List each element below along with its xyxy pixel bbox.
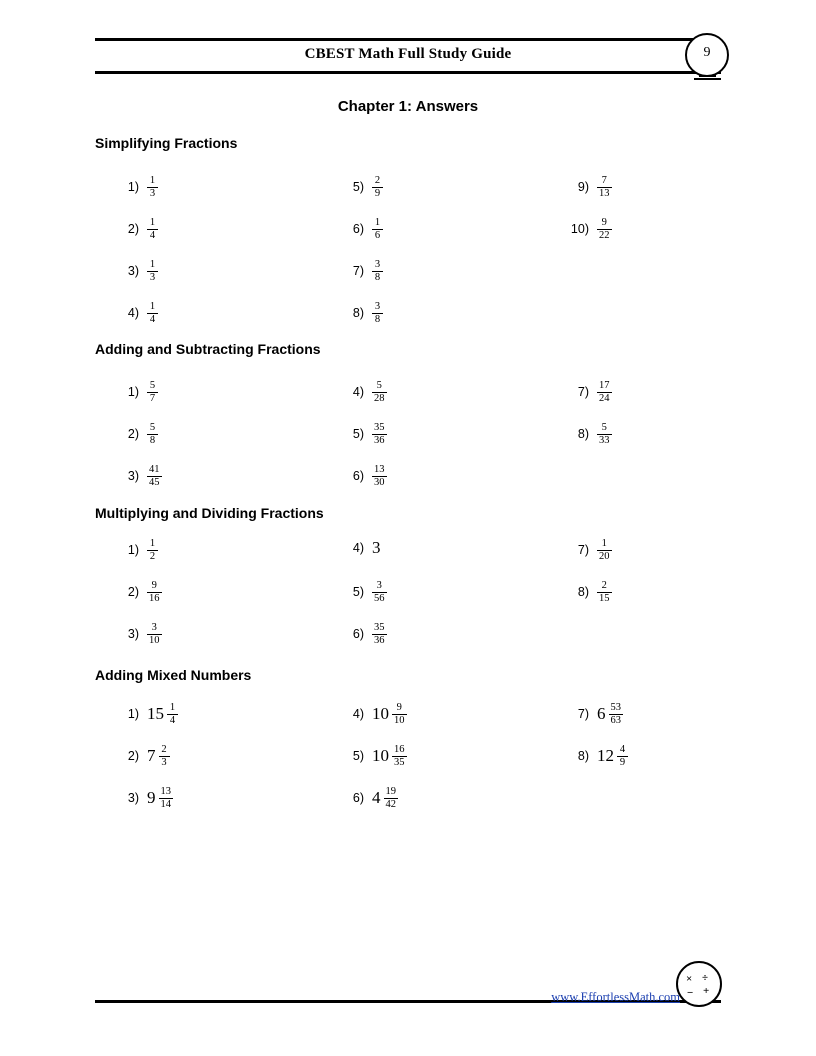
answer-value [372,786,398,811]
fraction [147,538,158,563]
answer-number: 6) [352,791,364,806]
minus-icon: − [687,987,694,999]
numerator: 1 [169,702,176,713]
answer-number: 7) [352,264,364,279]
denominator: 36 [374,634,385,646]
numerator: 3 [374,301,381,312]
divide-icon: ÷ [702,972,709,984]
fraction [147,580,162,605]
answer-value [372,422,387,447]
fraction [159,786,174,811]
answer-value [372,538,381,558]
denominator: 35 [394,756,405,768]
denominator: 20 [599,550,610,562]
denominator: 10 [149,634,160,646]
answer-value [372,702,407,727]
section-title: Multiplying and Dividing Fractions [95,505,324,521]
whole-number: 10 [372,746,389,766]
answer-number: 5) [352,585,364,600]
answer-item [340,786,398,811]
website-link[interactable]: www.EffortlessMath.com [551,990,680,1004]
whole-number: 9 [147,788,156,808]
answer-item [340,464,387,489]
denominator: 8 [374,271,381,283]
section-title: Simplifying Fractions [95,135,238,151]
answer-item [340,422,387,447]
whole-number: 12 [597,746,614,766]
answer-value [597,580,612,605]
numerator: 9 [396,702,402,713]
answer-item [115,301,158,326]
numerator: 13 [374,464,385,475]
answer-number: 3) [127,264,139,279]
answer-item [340,259,383,284]
answer-item [115,380,158,405]
answer-item [340,702,407,727]
answer-number: 4) [352,707,364,722]
answer-value [597,744,628,769]
answer-value [147,380,158,405]
answer-number: 9) [577,180,589,195]
numerator: 1 [149,175,156,186]
answer-item [115,622,162,647]
denominator: 22 [599,229,610,241]
answer-value [147,786,173,811]
numerator: 1 [149,301,156,312]
section-title: Adding and Subtracting Fractions [95,341,321,357]
answer-number: 4) [127,306,139,321]
header-rule-top [95,38,721,41]
fraction [372,422,387,447]
header-title: CBEST Math Full Study Guide [304,46,512,62]
answer-item [565,580,612,605]
numerator: 2 [161,744,167,755]
fraction [597,380,612,405]
numerator: 9 [151,580,157,591]
whole-number: 10 [372,704,389,724]
numerator: 1 [149,259,156,270]
numerator: 53 [610,702,621,713]
numerator: 17 [599,380,610,391]
fraction [147,259,158,284]
badge-stand-lower [694,78,721,80]
answer-item [115,786,173,811]
answer-number: 3) [127,469,139,484]
fraction [159,744,170,769]
answer-value [597,380,612,405]
numerator: 2 [601,580,607,591]
answer-value [597,217,612,242]
answer-value [372,217,383,242]
denominator: 45 [149,476,160,488]
answer-item [565,702,623,727]
answer-value [147,422,158,447]
numerator: 35 [374,622,385,633]
numerator: 7 [601,175,607,186]
denominator: 36 [374,434,385,446]
fraction [597,175,612,200]
answer-item [565,380,612,405]
whole-number: 7 [147,746,156,766]
numerator: 5 [601,422,607,433]
denominator: 4 [149,313,156,325]
denominator: 28 [374,392,385,404]
denominator: 3 [149,187,156,199]
answer-number: 8) [352,306,364,321]
fraction [372,175,383,200]
numerator: 5 [149,380,156,391]
answer-value [372,464,387,489]
fraction [147,217,158,242]
answer-item [340,538,381,558]
math-symbols-badge [676,961,722,1007]
denominator: 63 [610,714,621,726]
answer-number: 7) [577,385,589,400]
fraction [597,538,612,563]
answer-number: 7) [577,707,589,722]
fraction [372,580,387,605]
answer-value [147,622,162,647]
denominator: 10 [394,714,405,726]
denominator: 6 [374,229,381,241]
answer-item [340,175,383,200]
answer-number: 8) [577,585,589,600]
fraction [384,786,399,811]
multiply-icon: × [686,973,693,985]
fraction [147,175,158,200]
answer-value [372,622,387,647]
fraction [147,422,158,447]
denominator: 2 [149,550,156,562]
answer-value [147,580,162,605]
fraction [372,217,383,242]
denominator: 13 [599,187,610,199]
fraction [597,422,612,447]
answer-value [147,301,158,326]
denominator: 3 [149,271,156,283]
answer-number: 4) [352,385,364,400]
fraction [147,464,162,489]
page-header [95,38,721,80]
fraction [147,622,162,647]
answer-item [565,422,612,447]
plus-icon: + [703,985,710,997]
denominator: 7 [149,392,156,404]
answer-item [340,380,387,405]
answer-item [565,538,612,563]
answer-number: 1) [127,385,139,400]
fraction [372,301,383,326]
numerator: 1 [149,217,156,228]
whole-number: 4 [372,788,381,808]
answer-item [565,744,628,769]
answer-value [597,538,612,563]
fraction [372,380,387,405]
numerator: 41 [149,464,160,475]
fraction [609,702,624,727]
answer-item [115,464,162,489]
denominator: 9 [374,187,381,199]
whole-number: 3 [372,538,381,557]
answer-number: 2) [127,585,139,600]
answer-item [340,217,383,242]
answer-value [597,702,623,727]
answer-item [115,580,162,605]
numerator: 35 [374,422,385,433]
fraction [597,217,612,242]
answer-value [147,217,158,242]
answer-value [372,301,383,326]
answer-number: 1) [127,707,139,722]
answer-number: 3) [127,627,139,642]
numerator: 4 [619,744,626,755]
answer-number: 1) [127,180,139,195]
numerator: 16 [394,744,405,755]
section-title: Adding Mixed Numbers [95,667,252,683]
answer-value [147,259,158,284]
answer-value [372,580,387,605]
answer-number: 4) [352,541,364,555]
denominator: 56 [374,592,385,604]
numerator: 9 [601,217,607,228]
badge-stand-upper [699,75,716,77]
answer-value [372,175,383,200]
denominator: 15 [599,592,610,604]
answer-item [115,538,158,563]
answer-number: 1) [127,543,139,558]
answer-number: 6) [352,222,364,237]
answer-item [340,744,407,769]
denominator: 8 [374,313,381,325]
answer-value [147,702,178,727]
fraction [372,464,387,489]
denominator: 42 [385,798,396,810]
answer-value [597,422,612,447]
header-rule-bottom [95,71,721,74]
answer-item [340,622,387,647]
denominator: 24 [599,392,610,404]
denominator: 4 [169,714,176,726]
numerator: 3 [374,259,381,270]
numerator: 3 [376,580,382,591]
denominator: 8 [149,434,156,446]
answer-value [597,175,612,200]
answer-value [147,175,158,200]
answer-item [115,422,158,447]
answer-number: 5) [352,427,364,442]
denominator: 9 [619,756,626,768]
numerator: 2 [374,175,381,186]
answer-item [115,259,158,284]
answer-number: 5) [352,180,364,195]
answer-item [115,744,170,769]
numerator: 13 [160,786,171,797]
answer-number: 8) [577,427,589,442]
numerator: 1 [374,217,381,228]
fraction [392,744,407,769]
whole-number: 15 [147,704,164,724]
answer-number: 2) [127,427,139,442]
page-number: 9 [703,45,711,60]
fraction [617,744,628,769]
fraction [372,259,383,284]
numerator: 5 [376,380,382,391]
fraction [597,580,612,605]
answer-number: 3) [127,791,139,806]
answer-value [372,744,407,769]
answer-value [147,538,158,563]
answer-value [372,380,387,405]
answer-value [147,744,170,769]
denominator: 30 [374,476,385,488]
answer-item [115,175,158,200]
answer-value [372,259,383,284]
fraction [167,702,178,727]
answer-number: 2) [127,222,139,237]
chapter-title: Chapter 1: Answers [337,98,479,115]
numerator: 19 [385,786,396,797]
answer-number: 5) [352,749,364,764]
numerator: 1 [149,538,156,549]
answer-item [115,217,158,242]
answer-number: 6) [352,627,364,642]
answer-number: 7) [577,543,589,558]
answer-item [565,217,612,242]
answer-number: 8) [577,749,589,764]
numerator: 3 [151,622,157,633]
answer-item [340,301,383,326]
whole-number: 6 [597,704,606,724]
answer-number: 2) [127,749,139,764]
answer-number: 10) [570,222,589,237]
fraction [372,622,387,647]
answer-item [565,175,612,200]
answer-item [115,702,178,727]
page-number-badge [685,33,735,77]
answer-value [147,464,162,489]
denominator: 4 [149,229,156,241]
numerator: 5 [149,422,156,433]
denominator: 16 [149,592,160,604]
answer-item [340,580,387,605]
fraction [147,380,158,405]
denominator: 33 [599,434,610,446]
fraction [147,301,158,326]
answer-number: 6) [352,469,364,484]
fraction [392,702,407,727]
numerator: 1 [601,538,607,549]
denominator: 3 [161,756,167,768]
denominator: 14 [160,798,171,810]
